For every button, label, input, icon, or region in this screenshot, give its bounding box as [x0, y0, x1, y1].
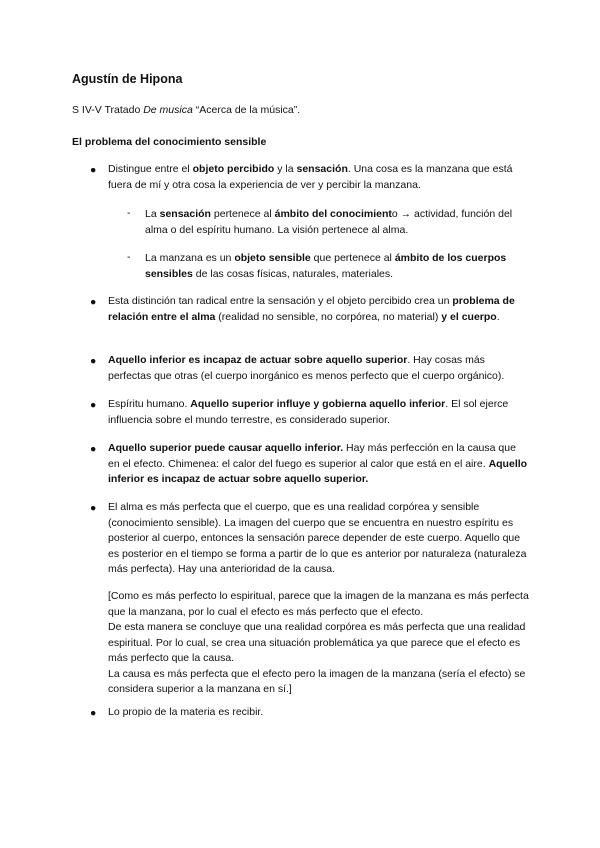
- bullet-marker: ●: [90, 502, 97, 514]
- dash-marker: -: [127, 207, 131, 219]
- bullet-marker: ●: [90, 164, 97, 176]
- note-line: De esta manera se concluye que una realidad corpórea es más perfecta que una realidad espiritual. Por lo cual, se crea una situación problemática ya que parece que el efecto es más perfecto que la causa.: [108, 621, 526, 664]
- list-item: El alma es más perfecta que el cuerpo, que es una realidad corpórea y sensible (conocimiento sensible). La imagen del cuerpo que se encuentra en nuestro espíritu es posterior al cuerpo, entonces la sensación parece depender de este cuerpo. Aquello que es posterior en el tiempo se forma a partir de lo que es anterior por naturaleza (naturaleza más perfecta). Hay una anterioridad de la causa.: [108, 501, 527, 575]
- dash-marker: -: [127, 251, 131, 263]
- list-item: Aquello superior puede causar aquello inferior. Hay más perfección en la causa que en el efecto. Chimenea: el calor del fuego es superior al calor que está en el aire. Aquello inferior es incapaz de actuar sobre aquello superior.: [108, 442, 528, 485]
- document-title: Agustín de Hipona: [72, 72, 183, 86]
- sub-list-item: La sensación pertenece al ámbito del conocimiento → actividad, función del alma o del espíritu humano. La visión pertenece al alma.: [145, 208, 513, 236]
- note-line: [Como es más perfecto lo espiritual, parece que la imagen de la manzana es más perfecta que la manzana, por lo cual el efecto es más perfecto que el efecto.: [108, 590, 529, 618]
- note-line: La causa es más perfecta que el efecto pero la imagen de la manzana (sería el efecto) se considera superior a la manzana en sí.]: [108, 667, 526, 695]
- bracketed-note: [108, 589, 530, 698]
- bullet-marker: ●: [90, 443, 97, 455]
- document-subtitle: [72, 104, 300, 116]
- bullet-marker: ●: [90, 399, 97, 411]
- subtitle-suffix: “Acerca de la música”.: [192, 104, 301, 116]
- list-item: Espíritu humano. Aquello superior influye y gobierna aquello inferior. El sol ejerce influencia sobre el mundo terrestre, es considerado superior.: [108, 398, 509, 426]
- section-heading: El problema del conocimiento sensible: [72, 136, 267, 148]
- list-item: Distingue entre el objeto percibido y la sensación. Una cosa es la manzana que está fuera de mí y otra cosa la experiencia de ver y percibir la manzana.: [108, 163, 513, 191]
- bullet-marker: ●: [90, 707, 97, 719]
- list-item: Lo propio de la materia es recibir.: [108, 706, 264, 718]
- subtitle-work: De musica: [143, 104, 193, 116]
- sub-list-item: La manzana es un objeto sensible que pertenece al ámbito de los cuerpos sensibles de las cosas físicas, naturales, materiales.: [145, 252, 507, 280]
- subtitle-prefix: S IV-V Tratado: [72, 104, 144, 116]
- list-item: Esta distinción tan radical entre la sensación y el objeto percibido crea un problema de relación entre el alma (realidad no sensible, no corpórea, no material) y el cuerpo.: [108, 295, 515, 323]
- bullet-marker: ●: [90, 296, 97, 308]
- bullet-marker: ●: [90, 355, 97, 367]
- list-item: Aquello inferior es incapaz de actuar sobre aquello superior. Hay cosas más perfectas que otras (el cuerpo inorgánico es menos perfecto que el cuerpo orgánico).: [108, 354, 505, 382]
